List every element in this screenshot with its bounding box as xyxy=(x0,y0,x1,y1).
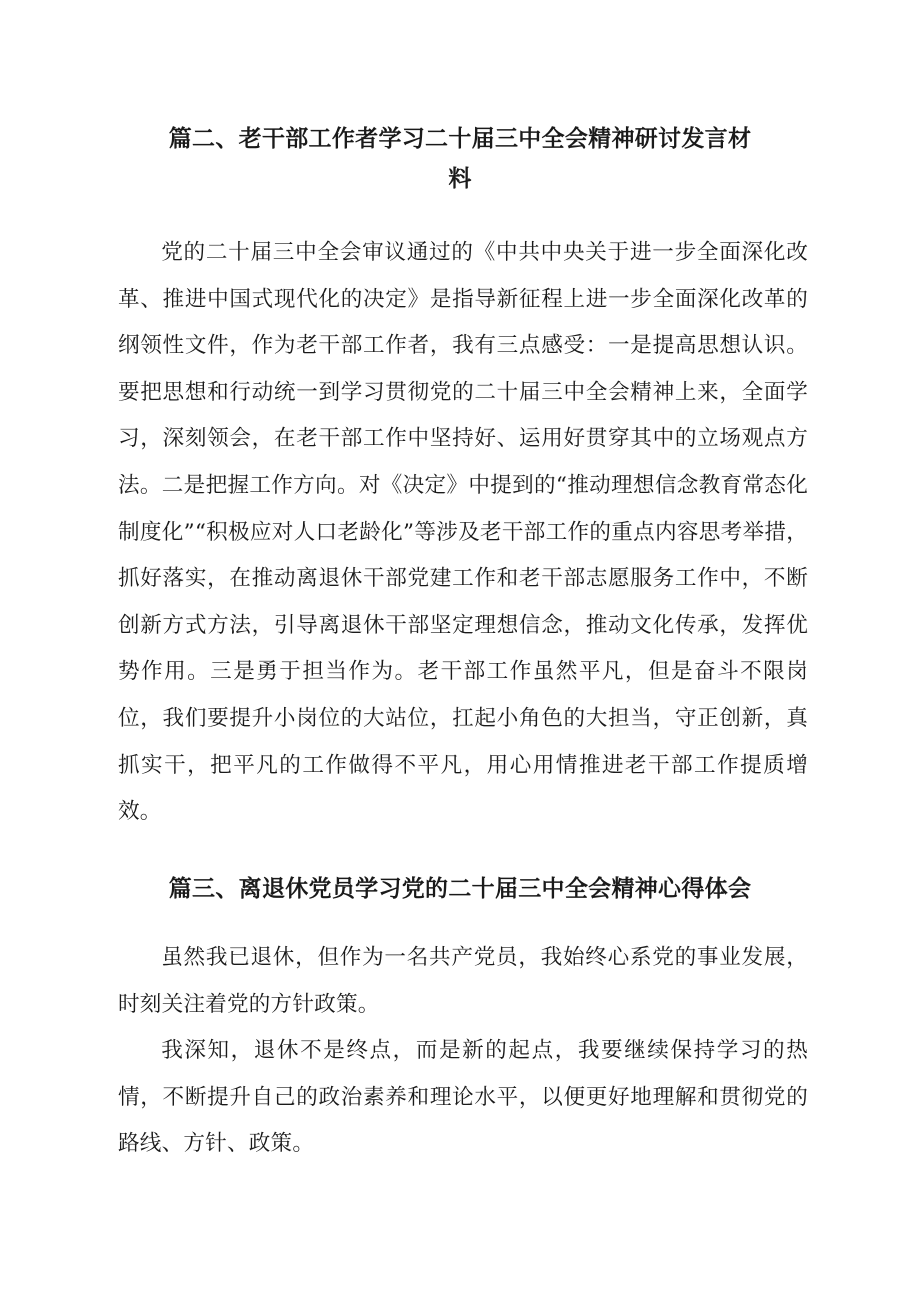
section-3-paragraph-1: 虽然我已退休，但作为一名共产党员，我始终心系党的事业发展，时刻关注着党的方针政策。 xyxy=(118,945,808,1017)
section-2-title-line-2: 料 xyxy=(448,166,472,193)
section-2-title-line-1: 篇二、老干部工作者学习二十届三中全会精神研讨发言材 xyxy=(168,126,752,153)
section-3-title xyxy=(0,869,920,909)
section-2-title xyxy=(0,119,920,199)
section-3-title-text: 篇三、离退休党员学习党的二十届三中全会精神心得体会 xyxy=(168,876,752,903)
section-2-paragraph: 党的二十届三中全会审议通过的《中共中央关于进一步全面深化改革、推进中国式现代化的决定》是指导新征程上进一步全面深化改革的纲领性文件，作为老干部工作者，我有三点感受：一是提高思想认识。要把思想和行动统一到学习贯彻党的二十届三中全会精神上来，全面学习，深刻领会，在老干部工作中坚持好、运用好贯穿其中的立场观点方法。二是把握工作方向。对《决定》中提到的“推动理想信念教育常态化制度化”“积极应对人口老龄化”等涉及老干部工作的重点内容思考举措，抓好落实，在推动离退休干部党建工作和老干部志愿服务工作中，不断创新方式方法，引导离退休干部坚定理想信念，推动文化传承，发挥优势作用。三是勇于担当作为。老干部工作虽然平凡，但是奋斗不限岗位，我们要提升小岗位的大站位，扛起小角色的大担当，守正创新，真抓实干，把平凡的工作做得不平凡，用心用情推进老干部工作提质增效。 xyxy=(118,240,808,825)
section-3-paragraph-2: 我深知，退休不是终点，而是新的起点，我要继续保持学习的热情，不断提升自己的政治素养和理论水平，以便更好地理解和贯彻党的路线、方针、政策。 xyxy=(118,1038,808,1157)
